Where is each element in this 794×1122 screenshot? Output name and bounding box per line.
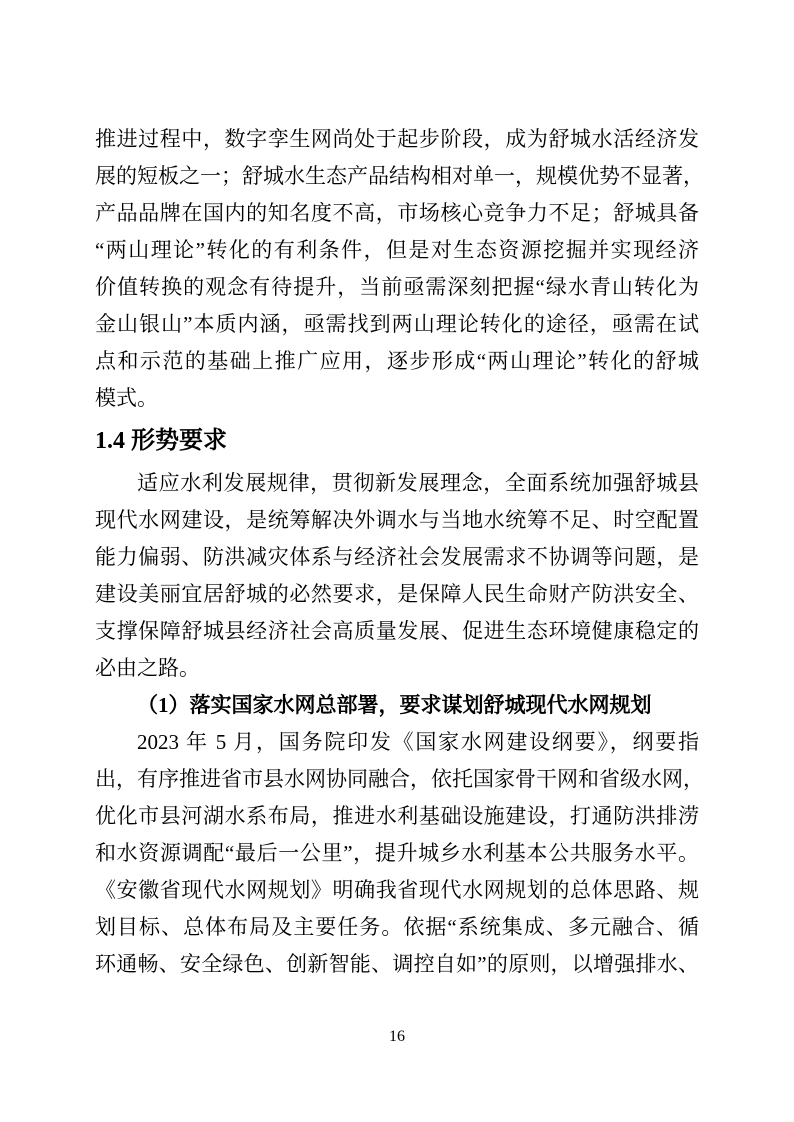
paragraph-line: 模式。: [95, 386, 158, 410]
paragraph-line: 支撑保障舒城县经济社会高质量发展、促进生态环境健康稳定的: [95, 619, 699, 643]
paragraph-line: 适应水利发展规律，贯彻新发展理念，全面系统加强舒城县: [137, 471, 699, 495]
paragraph-line: 出，有序推进省市县水网协同融合，依托国家骨干网和省级水网，: [95, 767, 704, 791]
paragraph-line: 划目标、总体布局及主要任务。依据“系统集成、多元融合、循: [95, 915, 699, 939]
paragraph-line: 产品品牌在国内的知名度不高，市场核心竞争力不足；舒城具备: [95, 201, 699, 225]
paragraph-line: 优化市县河湖水系布局，推进水利基础设施建设，打通防洪排涝: [95, 804, 699, 828]
paragraph-line: 《安徽省现代水网规划》明确我省现代水网规划的总体思路、规: [95, 878, 699, 902]
paragraph-line: 和水资源调配“最后一公里”，提升城乡水利基本公共服务水平。: [95, 841, 699, 865]
text-block: [95, 121, 704, 983]
subsection-heading: （1）落实国家水网总部署，要求谋划舒城现代水网规划: [137, 693, 652, 717]
paragraph-line: 金山银山”本质内涵，亟需找到两山理论转化的途径，亟需在试: [95, 312, 699, 336]
paragraph-line: 2023 年 5 月，国务院印发《国家水网建设纲要》，纲要指: [137, 730, 699, 754]
paragraph-line: 价值转换的观念有待提升，当前亟需深刻把握“绿水青山转化为: [95, 275, 699, 299]
paragraph-line: 能力偏弱、防洪减灾体系与经济社会发展需求不协调等问题，是: [95, 545, 699, 569]
section-heading-1-4: 1.4 形势要求: [95, 428, 227, 454]
paragraph-line: 必由之路。: [95, 656, 200, 680]
paragraph-line: “两山理论”转化的有利条件，但是对生态资源挖掘并实现经济: [95, 238, 699, 262]
paragraph-line: 点和示范的基础上推广应用，逐步形成“两山理论”转化的舒城: [95, 349, 699, 373]
paragraph-line: 环通畅、安全绿色、创新智能、调控自如”的原则，以增强排水、: [95, 952, 699, 976]
paragraph-line: 建设美丽宜居舒城的必然要求，是保障人民生命财产防洪安全、: [95, 582, 699, 606]
paragraph-line: 现代水网建设，是统筹解决外调水与当地水统筹不足、时空配置: [95, 508, 699, 532]
page-number: 16: [389, 1028, 405, 1045]
paragraph-line: 展的短板之一；舒城水生态产品结构相对单一，规模优势不显著，: [95, 164, 704, 188]
paragraph-line: 推进过程中，数字孪生网尚处于起步阶段，成为舒城水活经济发: [95, 127, 699, 151]
